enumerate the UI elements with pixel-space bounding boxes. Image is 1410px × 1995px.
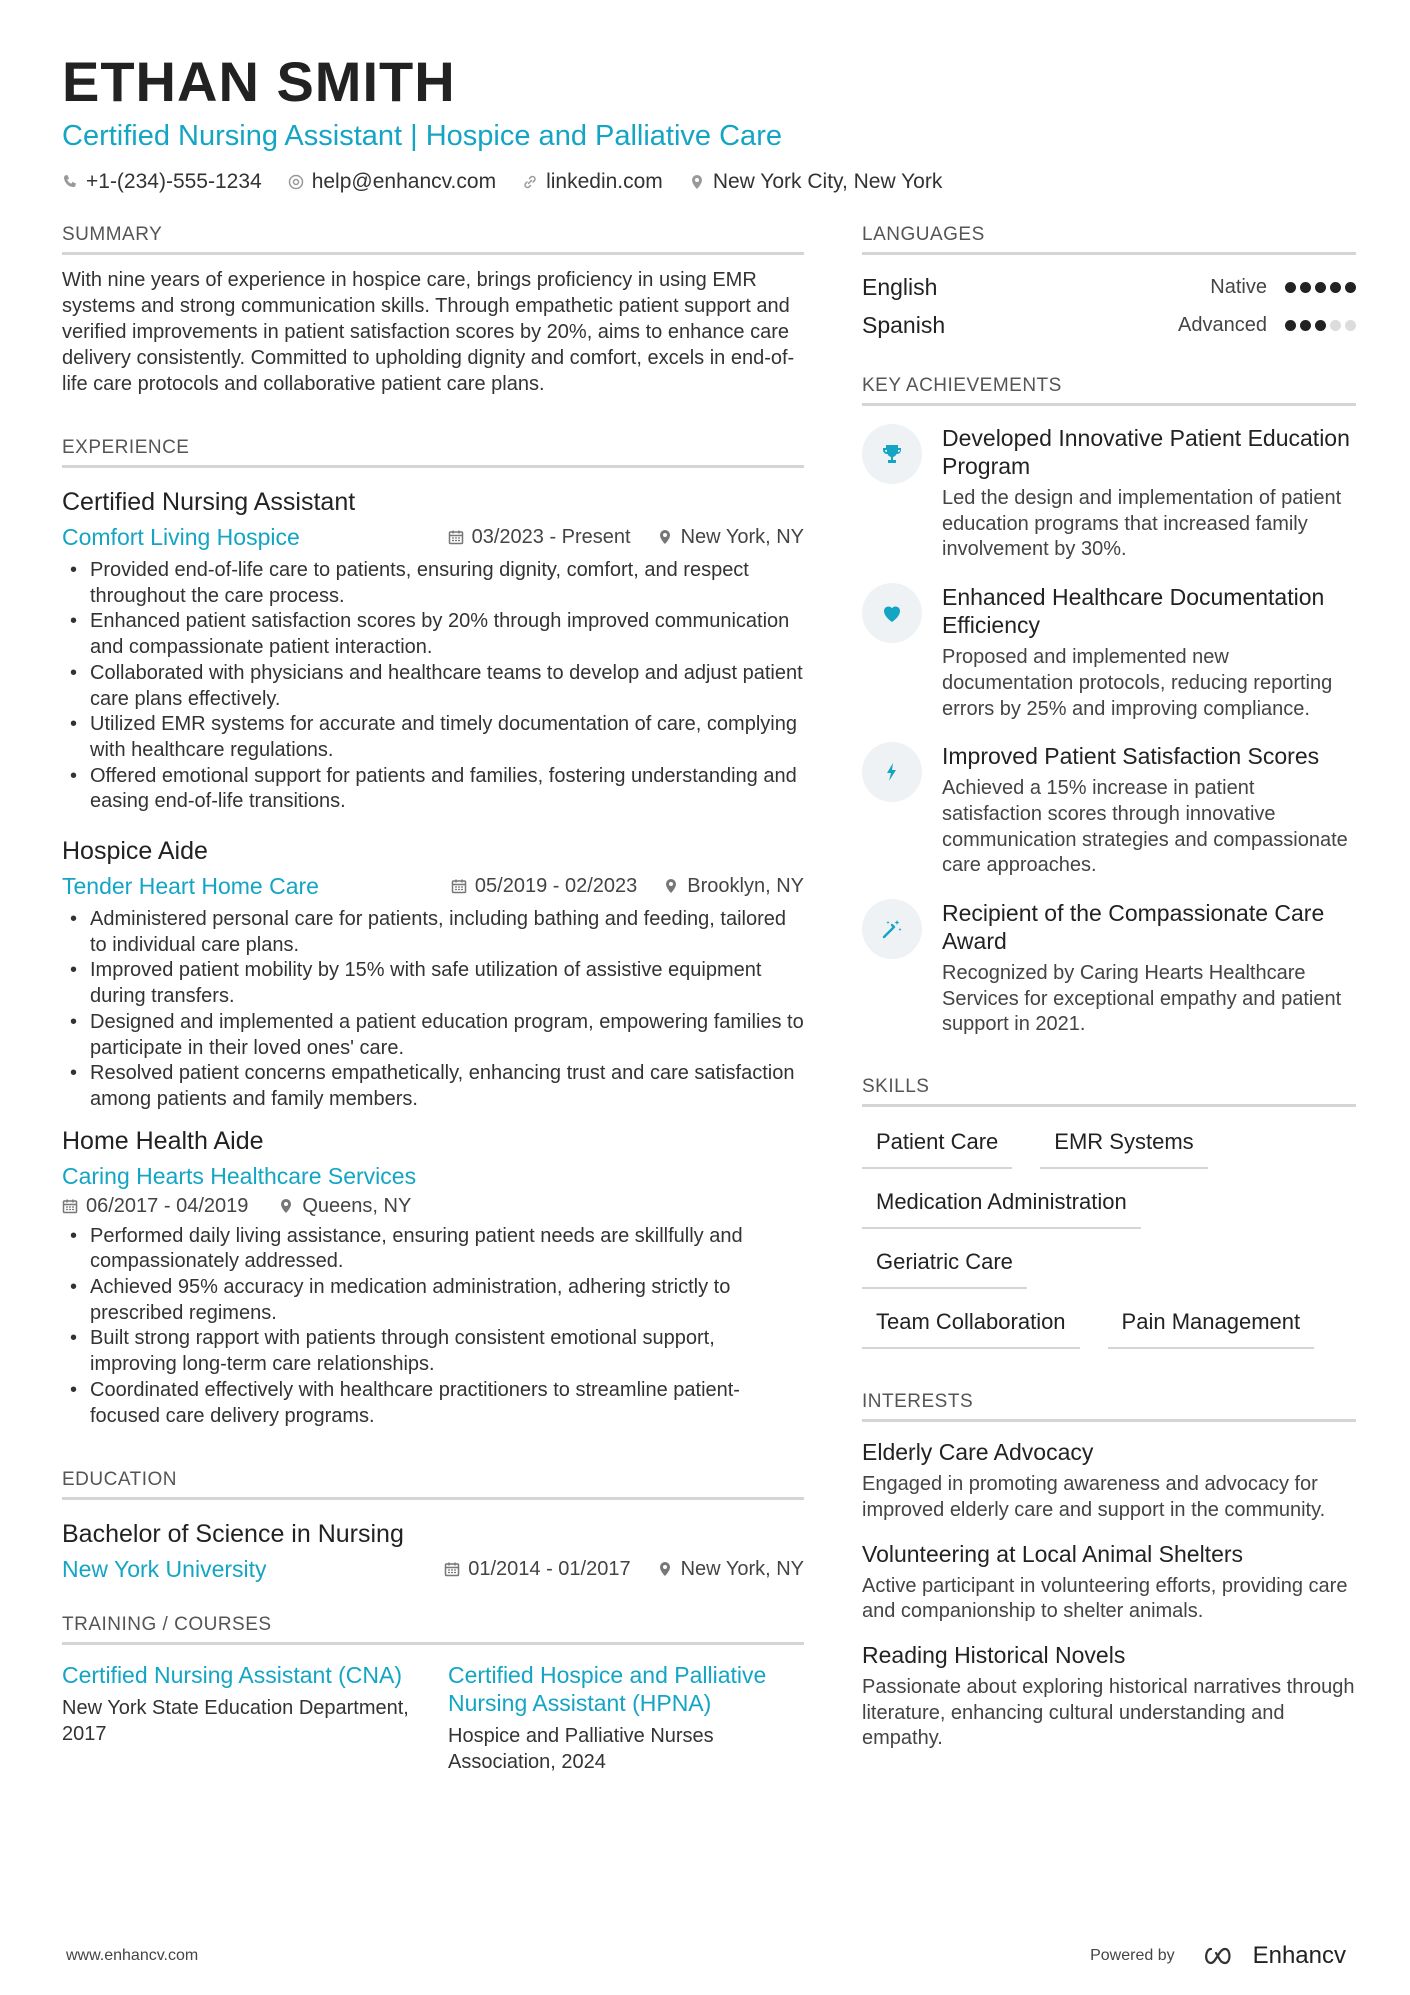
job-dates [62, 1195, 248, 1218]
job-details [451, 875, 804, 898]
summary-text: With nine years of experience in hospice care, brings proficiency in using EMR systems and strong communication skills. Through empathetic patient support and verified improvements in patient satisfaction scores by 20%, aims to enhance care delivery consistently. Committed to upholding dignity and comfort, excels in end-of-life care protocols and collaborative patient care plans. [62, 269, 795, 395]
section-heading: TRAINING / COURSES [62, 1614, 804, 1645]
interest-item [862, 1540, 1356, 1625]
course-item [62, 1661, 418, 1775]
interest-title: Volunteering at Local Animal Shelters [862, 1540, 1244, 1567]
brand-name: Enhancv [1252, 1942, 1346, 1969]
achievement-item [862, 899, 1356, 1038]
achievement-body [942, 583, 1356, 722]
job-dates [448, 526, 631, 549]
language-level: Native [1210, 275, 1267, 298]
magic-icon [862, 899, 922, 959]
skill-tag: Pain Management [1108, 1301, 1315, 1349]
course-org: New York State Education Department, 2017 [62, 1697, 409, 1746]
bullet-item: • Coordinated effectively with healthcare practitioners to streamline patient-focused care delivery programs. [62, 1378, 804, 1429]
rating-dot [1285, 282, 1296, 293]
location-text: Queens, NY [302, 1194, 412, 1217]
language-proficiency [1178, 314, 1356, 337]
achievement-title: Developed Innovative Patient Education Program [942, 425, 1350, 479]
contact-linkedin [522, 170, 663, 194]
achievement-body [942, 742, 1356, 879]
location-text: New York, NY [680, 1557, 804, 1580]
interest-item [862, 1641, 1356, 1752]
bullet-item: • Provided end-of-life care to patients, ensuring dignity, comfort, and respect throughout the care process. [62, 558, 804, 609]
job-location [278, 1195, 411, 1218]
map-pin-icon [657, 529, 673, 545]
rating-dot [1315, 282, 1326, 293]
job-bullets [62, 558, 804, 815]
rating-dot [1330, 282, 1341, 293]
bolt-icon [862, 742, 922, 802]
training-section [62, 1614, 804, 1775]
rating-dot [1315, 320, 1326, 331]
dates-text: 06/2017 - 04/2019 [86, 1194, 249, 1217]
section-heading: SKILLS [862, 1076, 1356, 1107]
skill-tag: Team Collaboration [862, 1301, 1080, 1349]
job-entry [62, 835, 804, 1113]
calendar-icon [448, 529, 464, 545]
achievement-desc: Led the design and implementation of patient education programs that increased family involvement by 30%. [942, 487, 1342, 561]
email-address: help@enhancv.com [311, 170, 497, 193]
job-entry [62, 486, 804, 815]
achievement-desc: Recognized by Caring Hearts Healthcare Services for exceptional empathy and patient support in 2021. [942, 962, 1342, 1036]
education-details [444, 1558, 804, 1581]
company-name: Comfort Living Hospice [62, 524, 300, 550]
languages-section [862, 224, 1356, 341]
summary-section [62, 224, 804, 397]
school-name: New York University [62, 1556, 267, 1583]
job-title: Home Health Aide [62, 1126, 264, 1155]
bullet-item: • Achieved 95% accuracy in medication administration, adhering strictly to prescribed regimens. [62, 1275, 804, 1326]
powered-by [1090, 1942, 1346, 1970]
job-location [657, 526, 804, 549]
achievement-desc: Achieved a 15% increase in patient satisfaction scores through innovative communication strategies and compassionate care approaches. [942, 777, 1348, 877]
achievement-desc: Proposed and implemented new documentation protocols, reducing reporting errors by 25% and improving compliance. [942, 646, 1333, 720]
linkedin-url: linkedin.com [546, 170, 663, 193]
page-footer [66, 1942, 1346, 1970]
job-location [663, 875, 804, 898]
education-dates [444, 1558, 630, 1581]
skill-tag: Medication Administration [862, 1181, 1141, 1229]
education-location [657, 1558, 804, 1581]
contact-info [62, 170, 1362, 194]
powered-by-label: Powered by [1090, 1947, 1175, 1964]
link-icon [522, 174, 538, 190]
rating-dots [1285, 320, 1356, 331]
section-heading: KEY ACHIEVEMENTS [862, 375, 1356, 406]
candidate-name: ETHAN SMITH [62, 50, 456, 113]
education-section [62, 1469, 804, 1584]
interests-section [862, 1391, 1356, 1752]
course-list [62, 1661, 804, 1775]
language-name: Spanish [862, 311, 946, 338]
job-title: Hospice Aide [62, 837, 208, 866]
section-heading: SUMMARY [62, 224, 804, 255]
map-pin-icon [663, 878, 679, 894]
language-item [862, 271, 1356, 303]
trophy-icon [862, 424, 922, 484]
bullet-item: • Built strong rapport with patients through consistent emotional support, improving long-term care relationships. [62, 1326, 804, 1377]
job-bullets [62, 907, 804, 1113]
section-heading: EDUCATION [62, 1469, 804, 1500]
language-level: Advanced [1178, 313, 1267, 336]
achievement-title: Improved Patient Satisfaction Scores [942, 743, 1320, 770]
job-dates [451, 875, 637, 898]
course-title: Certified Hospice and Palliative Nursing Assistant (HPNA) [448, 1662, 767, 1717]
course-title: Certified Nursing Assistant (CNA) [62, 1662, 402, 1689]
company-name: Caring Hearts Healthcare Services [62, 1162, 417, 1189]
skills-section [862, 1076, 1356, 1349]
job-entry [62, 1125, 804, 1430]
job-meta [62, 871, 804, 901]
calendar-icon [451, 878, 467, 894]
achievement-item [862, 742, 1356, 879]
bullet-item: • Improved patient mobility by 15% with safe utilization of assistive equipment during transfers. [62, 958, 804, 1009]
bullet-item: • Enhanced patient satisfaction scores by 20% through improved communication and compassionate patient interaction. [62, 609, 804, 660]
rating-dot [1285, 320, 1296, 331]
section-heading: EXPERIENCE [62, 437, 804, 468]
skill-tag: Geriatric Care [862, 1241, 1027, 1289]
achievement-item [862, 424, 1356, 563]
bullet-item: • Resolved patient concerns empathetically, enhancing trust and care satisfaction among patients and family members. [62, 1061, 804, 1112]
rating-dot [1345, 282, 1356, 293]
course-org: Hospice and Palliative Nurses Association, 2024 [448, 1725, 714, 1774]
rating-dots [1285, 282, 1356, 293]
candidate-title: Certified Nursing Assistant | Hospice and Palliative Care [62, 120, 782, 152]
experience-section [62, 437, 804, 1429]
interest-desc: Passionate about exploring historical narratives through literature, enhancing cultural understanding and empathy. [862, 1675, 1355, 1750]
map-pin-icon [657, 1561, 673, 1577]
contact-location [689, 170, 943, 194]
education-entry [62, 1518, 804, 1584]
bullet-item: • Utilized EMR systems for accurate and timely documentation of care, complying with healthcare regulations. [62, 712, 804, 763]
job-title: Certified Nursing Assistant [62, 488, 356, 516]
job-bullets [62, 1224, 804, 1430]
achievement-item [862, 583, 1356, 722]
degree-title: Bachelor of Science in Nursing [62, 1520, 404, 1549]
contact-phone [62, 170, 262, 194]
skill-list [862, 1121, 1356, 1349]
language-name: English [862, 273, 938, 300]
job-details [62, 1195, 804, 1218]
bullet-item: • Offered emotional support for patients and families, fostering understanding and easing end-of-life transitions. [62, 764, 804, 815]
location-text: New York City, New York [712, 170, 943, 193]
skill-tag: Patient Care [862, 1121, 1012, 1169]
heart-icon [862, 583, 922, 643]
interest-title: Elderly Care Advocacy [862, 1439, 1094, 1466]
rating-dot [1300, 282, 1311, 293]
skill-tag: EMR Systems [1040, 1121, 1207, 1169]
calendar-icon [62, 1198, 78, 1214]
left-column [62, 224, 804, 1799]
language-item [862, 309, 1356, 341]
phone-number: +1-(234)-555-1234 [86, 170, 262, 193]
achievements-section [862, 375, 1356, 1038]
bullet-item: • Performed daily living assistance, ensuring patient needs are skillfully and compassionately addressed. [62, 1224, 804, 1275]
interest-item [862, 1438, 1356, 1523]
bullet-item: • Designed and implemented a patient education program, empowering families to participate in their loved ones' care. [62, 1010, 804, 1061]
achievement-title: Enhanced Healthcare Documentation Efficiency [942, 584, 1325, 639]
at-icon [288, 174, 304, 190]
footer-website[interactable]: www.enhancv.com [66, 1947, 199, 1964]
bullet-item: • Administered personal care for patients, including bathing and feeding, tailored to individual care plans. [62, 907, 804, 958]
dates-text: 01/2014 - 01/2017 [468, 1557, 631, 1580]
resume-header [62, 48, 1362, 194]
map-pin-icon [689, 174, 705, 190]
section-heading: INTERESTS [862, 1391, 1356, 1422]
interest-desc: Active participant in volunteering efforts, providing care and companionship to shelter animals. [862, 1574, 1348, 1623]
enhancv-logo-icon [1201, 1945, 1245, 1967]
job-meta [62, 522, 804, 552]
dates-text: 03/2023 - Present [471, 525, 631, 548]
rating-dot [1300, 320, 1311, 331]
location-text: Brooklyn, NY [687, 874, 804, 897]
company-name: Tender Heart Home Care [62, 873, 319, 900]
contact-email [288, 170, 496, 194]
language-proficiency [1210, 276, 1356, 299]
rating-dot [1345, 320, 1356, 331]
calendar-icon [444, 1561, 460, 1577]
map-pin-icon [278, 1198, 294, 1214]
job-details [448, 526, 804, 549]
section-heading: LANGUAGES [862, 224, 1356, 255]
achievement-title: Recipient of the Compassionate Care Award [942, 900, 1325, 955]
dates-text: 05/2019 - 02/2023 [474, 874, 638, 897]
brand-logo [1201, 1942, 1346, 1970]
phone-icon [62, 174, 78, 190]
location-text: New York, NY [680, 525, 804, 548]
right-column [862, 224, 1356, 1776]
achievement-body [942, 899, 1356, 1038]
rating-dot [1330, 320, 1341, 331]
education-meta [62, 1554, 804, 1584]
bullet-item: • Collaborated with physicians and healthcare teams to develop and adjust patient care plans effectively. [62, 661, 804, 712]
course-item [448, 1661, 804, 1775]
achievement-body [942, 424, 1356, 563]
interest-desc: Engaged in promoting awareness and advocacy for improved elderly care and support in the community. [862, 1473, 1326, 1521]
interest-title: Reading Historical Novels [862, 1641, 1126, 1668]
